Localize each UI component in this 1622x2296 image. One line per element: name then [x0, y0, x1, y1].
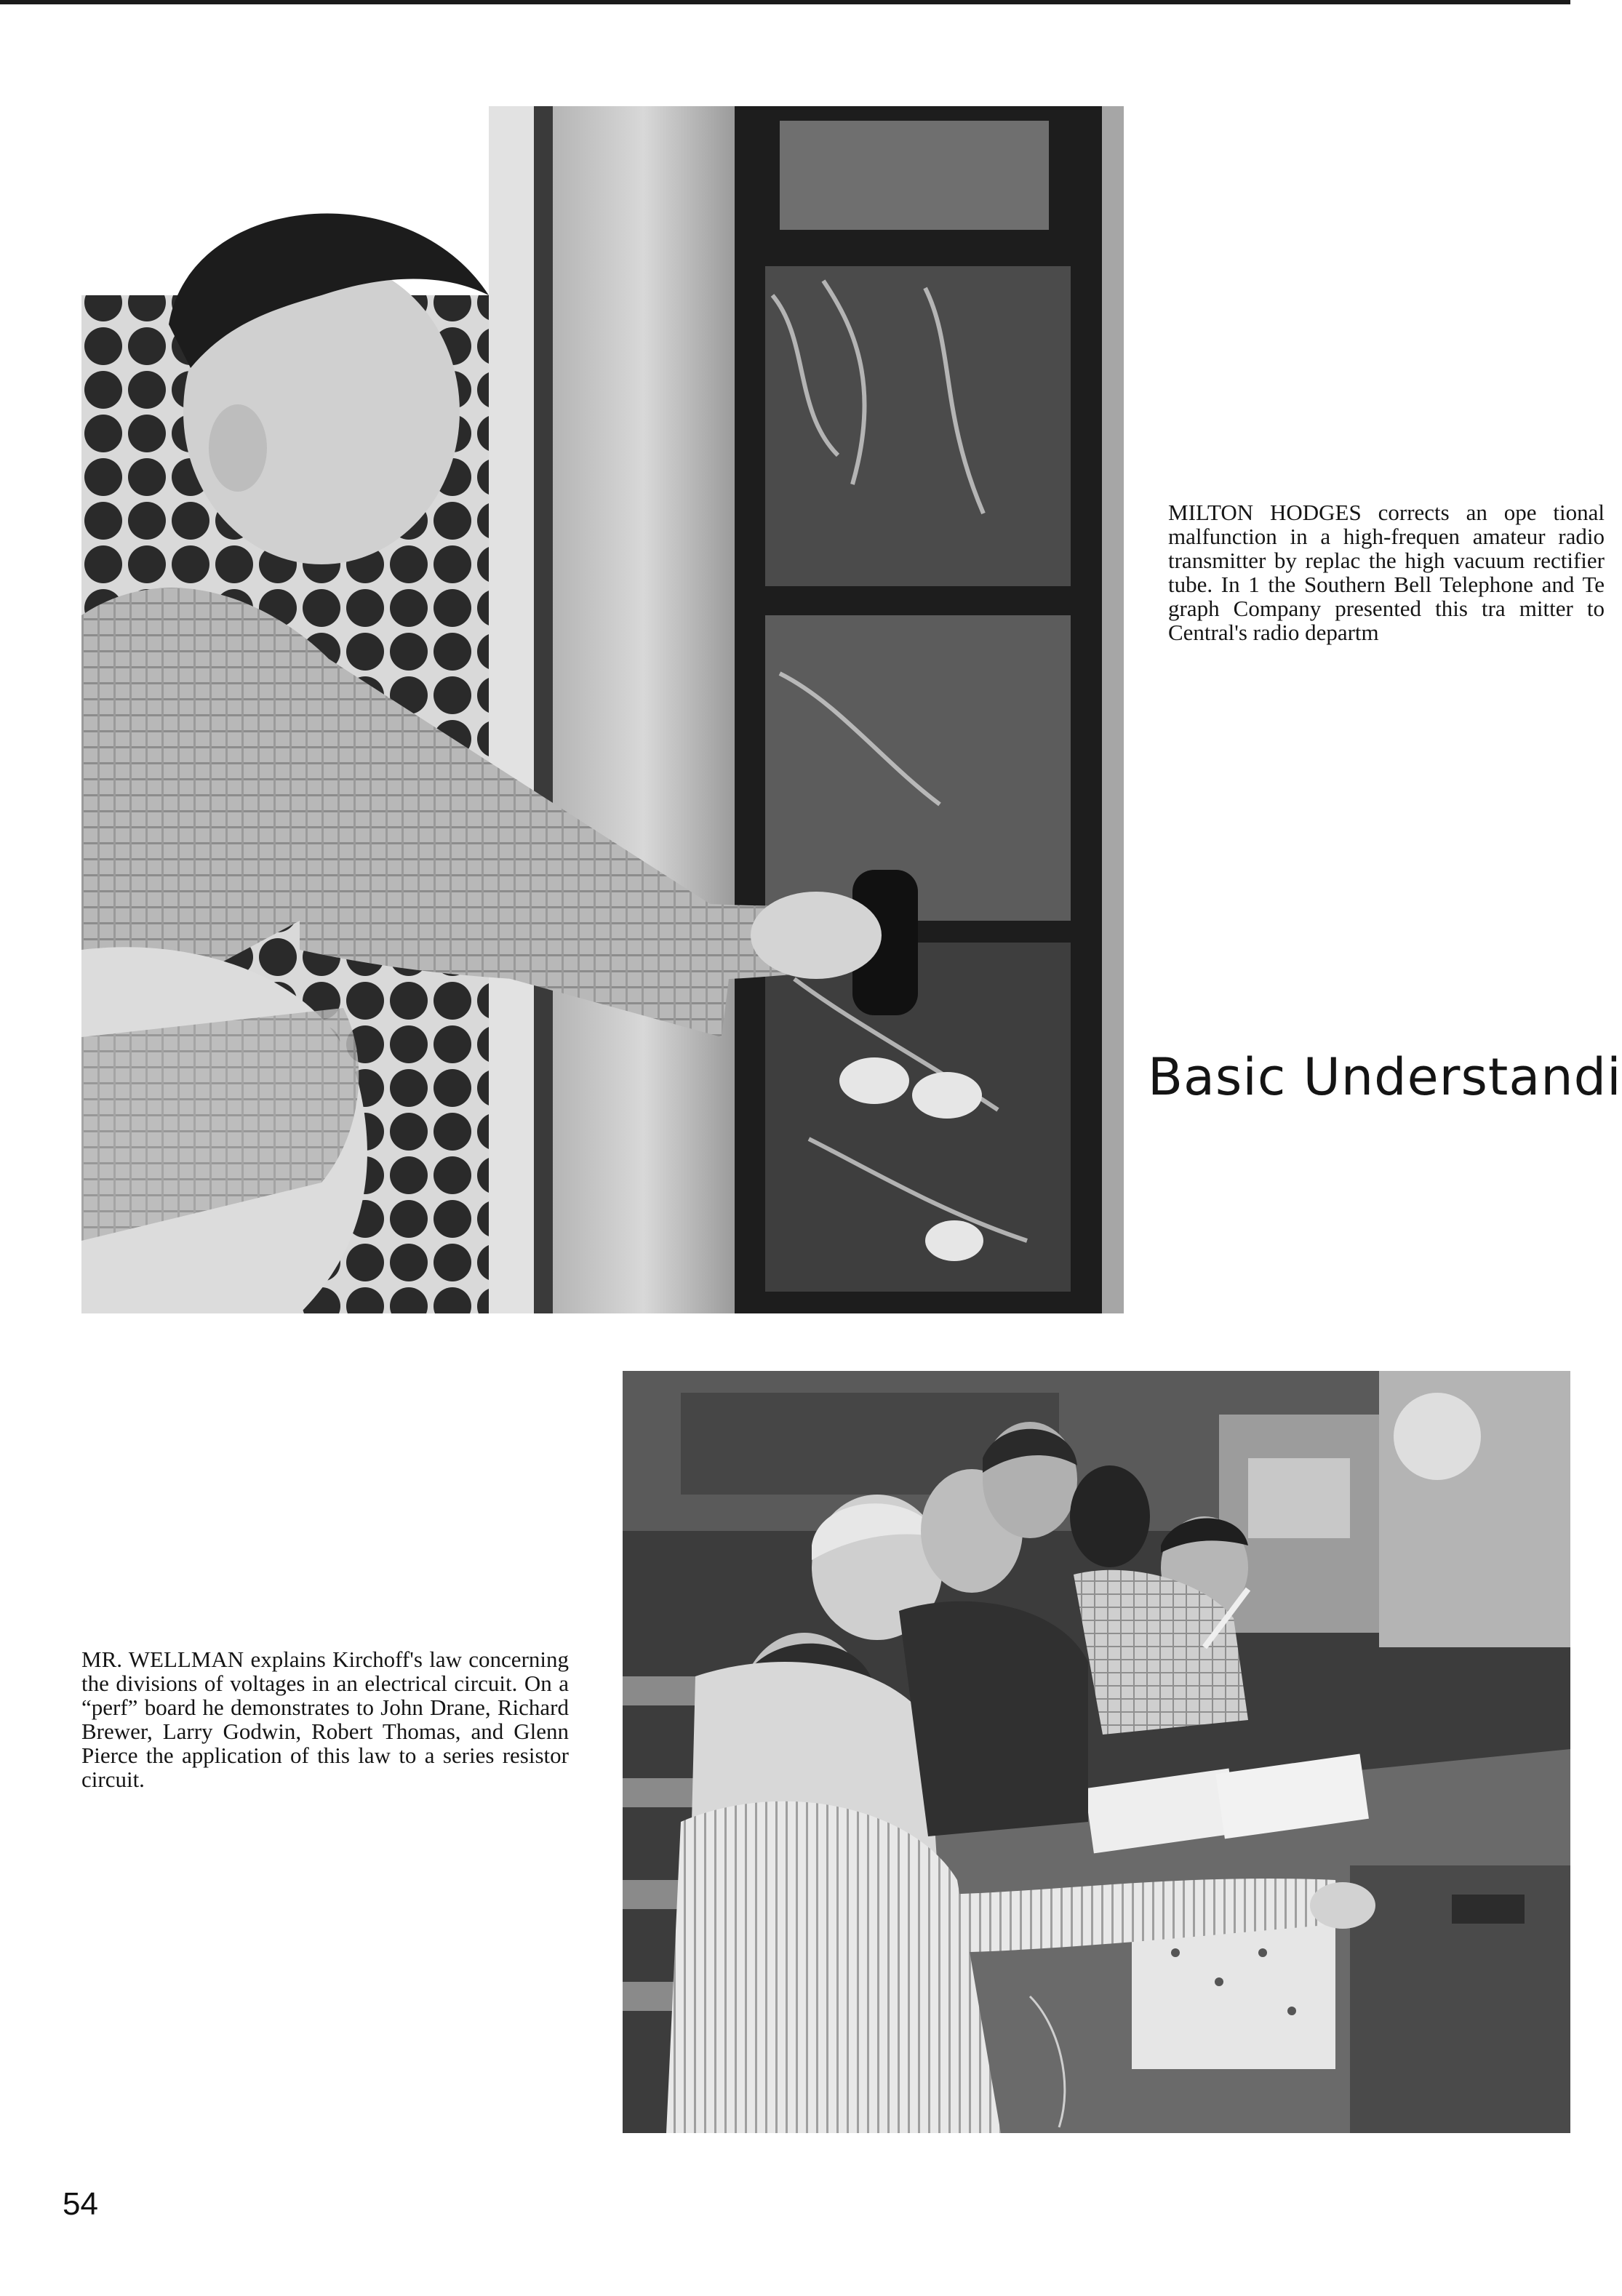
transmitter-photo-illustration: [81, 106, 1124, 1313]
transmitter-photo: [81, 106, 1124, 1313]
top-edge-rule: [0, 0, 1570, 4]
lab-bench-photo-illustration: [623, 1371, 1570, 2133]
wellman-caption: MR. WELLMAN explains Kirchoff's law concerning the divisions of voltages in an electrical circuit. On a “perf” board he demonstrates to John Drane, Richard Brewer, Larry Godwin, Robert Thomas, and Glenn Pierce the application of this law to a series resistor circuit.: [81, 1647, 569, 1792]
section-headline: Basic Understandi: [1148, 1047, 1622, 1107]
page-number: 54: [63, 2186, 98, 2222]
hodges-caption: MILTON HODGES corrects an ope tional malfunction in a high-frequen amateur radio transmitter by replac the high vacuum rectifier tube. In 1 the Southern Bell Telephone and Te graph Company presented this tra mitter to Central's radio departm: [1168, 500, 1605, 645]
lab-bench-photo: [623, 1371, 1570, 2133]
